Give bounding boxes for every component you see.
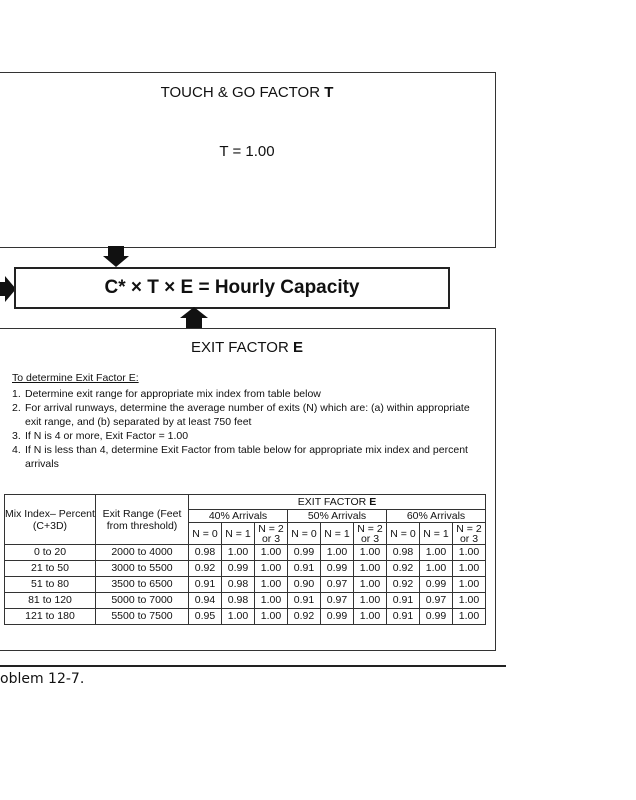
figure-caption: oblem 12-7.: [0, 671, 85, 687]
exit-factor-cell: 1.00: [255, 545, 288, 561]
exit-factor-cell: 0.98: [222, 577, 255, 593]
exit-factor-instructions: [12, 371, 482, 471]
footer-rule: [0, 665, 506, 667]
table-row: [5, 561, 486, 577]
n-header: N = 0: [288, 523, 321, 545]
n-header: N = 1: [321, 523, 354, 545]
exit-factor-cell: 0.92: [387, 577, 420, 593]
exit-factor-cell: 0.99: [321, 561, 354, 577]
touch-and-go-value: T = 1.00: [219, 143, 275, 160]
exit-factor-cell: 1.00: [255, 561, 288, 577]
arrow-up-icon: [180, 307, 208, 329]
exit-factor-cell: 0.99: [222, 561, 255, 577]
exit-factor-cell: 1.00: [354, 545, 387, 561]
exit-factor-cell: 1.00: [420, 545, 453, 561]
instruction-step: 2. For arrival runways, determine the average number of exits (N) which are: (a) within appropriate exit range, and (b) separated by at least 750 feet: [12, 402, 470, 428]
exit-factor-cell: 0.98: [189, 545, 222, 561]
touch-and-go-title: TOUCH & GO FACTOR T: [160, 84, 334, 101]
n-header: N = 1: [222, 523, 255, 545]
instructions-list: [12, 387, 482, 471]
exit-factor-cell: 0.91: [189, 577, 222, 593]
exit-range-cell: 5000 to 7000: [96, 593, 189, 609]
mix-index-cell: 0 to 20: [5, 545, 96, 561]
exit-factor-cell: 0.91: [387, 609, 420, 625]
exit-factor-cell: 0.91: [387, 593, 420, 609]
exit-factor-cell: 0.90: [288, 577, 321, 593]
exit-factor-cell: 0.99: [321, 609, 354, 625]
exit-factor-cell: 1.00: [453, 545, 486, 561]
exit-factor-cell: 0.98: [387, 545, 420, 561]
mix-index-cell: 81 to 120: [5, 593, 96, 609]
table-row: [5, 593, 486, 609]
exit-factor-cell: 0.99: [420, 577, 453, 593]
n-header: N = 2 or 3: [255, 523, 288, 545]
instruction-step: 3. If N is 4 or more, Exit Factor = 1.00: [12, 430, 189, 442]
table-row: [5, 577, 486, 593]
exit-factor-cell: 0.99: [420, 609, 453, 625]
table-row: [5, 545, 486, 561]
exit-factor-cell: 1.00: [354, 593, 387, 609]
instruction-step: 4. If N is less than 4, determine Exit Factor from table below for appropriate mix index and percent arrivals: [12, 444, 468, 470]
arrivals-header: 40% Arrivals: [189, 510, 288, 523]
n-header: N = 0: [387, 523, 420, 545]
exit-factor-cell: 0.98: [222, 593, 255, 609]
mix-index-cell: 51 to 80: [5, 577, 96, 593]
exit-factor-cell: 1.00: [255, 577, 288, 593]
exit-factor-cell: 1.00: [222, 609, 255, 625]
exit-factor-cell: 0.92: [189, 561, 222, 577]
n-header: N = 2 or 3: [354, 523, 387, 545]
arrivals-header: 50% Arrivals: [288, 510, 387, 523]
exit-factor-cell: 0.92: [387, 561, 420, 577]
exit-factor-group-header: EXIT FACTOR E: [189, 495, 486, 510]
exit-factor-cell: 0.97: [321, 593, 354, 609]
exit-factor-cell: 1.00: [222, 545, 255, 561]
exit-range-header: Exit Range (Feet from threshold): [96, 495, 189, 545]
exit-factor-cell: 1.00: [255, 609, 288, 625]
instructions-heading: To determine Exit Factor E:: [12, 372, 139, 384]
exit-factor-cell: 1.00: [321, 545, 354, 561]
exit-factor-cell: 1.00: [354, 561, 387, 577]
exit-factor-cell: 1.00: [453, 609, 486, 625]
mix-index-cell: 121 to 180: [5, 609, 96, 625]
exit-factor-cell: 0.92: [288, 609, 321, 625]
arrivals-header: 60% Arrivals: [387, 510, 486, 523]
exit-range-cell: 5500 to 7500: [96, 609, 189, 625]
exit-range-cell: 3500 to 6500: [96, 577, 189, 593]
exit-factor-title: EXIT FACTOR E: [191, 339, 303, 356]
exit-range-cell: 3000 to 5500: [96, 561, 189, 577]
exit-factor-cell: 1.00: [354, 577, 387, 593]
instruction-step: 1. Determine exit range for appropriate mix index from table below: [12, 388, 321, 400]
n-header: N = 0: [189, 523, 222, 545]
exit-range-cell: 2000 to 4000: [96, 545, 189, 561]
arrow-down-icon: [103, 246, 129, 267]
exit-factor-table: [4, 494, 486, 625]
exit-factor-cell: 0.97: [321, 577, 354, 593]
mix-index-header: Mix Index– Percent (C+3D): [5, 495, 96, 545]
exit-factor-cell: 1.00: [453, 561, 486, 577]
exit-factor-table-body: [5, 545, 486, 625]
capacity-formula-box: [14, 267, 450, 309]
exit-factor-cell: 0.97: [420, 593, 453, 609]
capacity-formula: C* × T × E = Hourly Capacity: [104, 277, 360, 298]
exit-factor-cell: 1.00: [255, 593, 288, 609]
exit-factor-cell: 0.91: [288, 593, 321, 609]
mix-index-cell: 21 to 50: [5, 561, 96, 577]
exit-factor-cell: 1.00: [453, 577, 486, 593]
exit-factor-cell: 1.00: [420, 561, 453, 577]
touch-and-go-box: [0, 72, 496, 248]
exit-factor-cell: 0.91: [288, 561, 321, 577]
exit-factor-cell: 0.99: [288, 545, 321, 561]
exit-factor-cell: 1.00: [453, 593, 486, 609]
exit-factor-cell: 0.94: [189, 593, 222, 609]
n-header: N = 2 or 3: [453, 523, 486, 545]
exit-factor-cell: 1.00: [354, 609, 387, 625]
n-header: N = 1: [420, 523, 453, 545]
exit-factor-cell: 0.95: [189, 609, 222, 625]
table-row: [5, 609, 486, 625]
